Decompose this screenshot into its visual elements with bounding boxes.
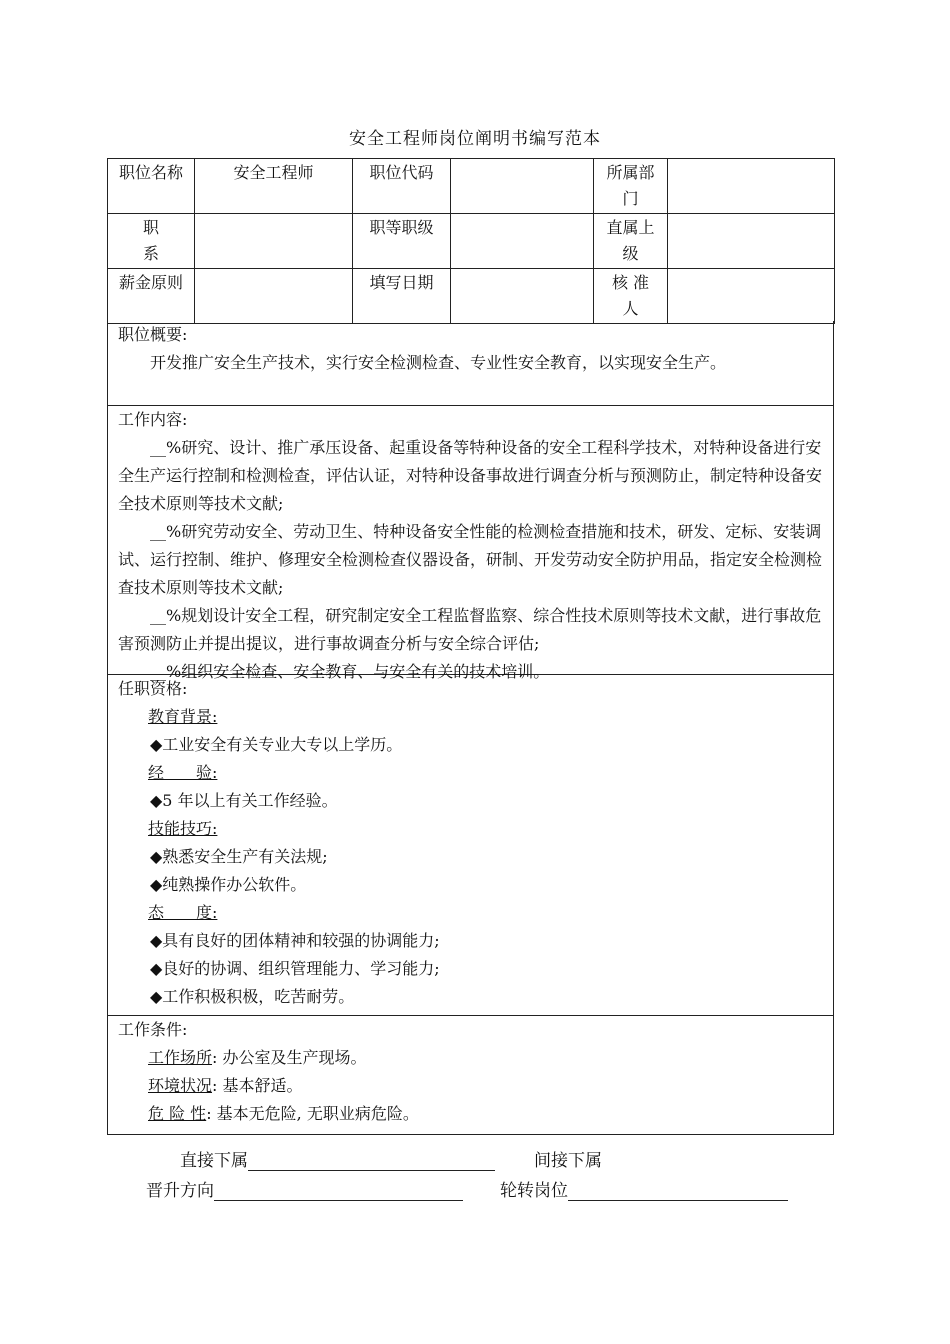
- fill-date-label: 填写日期: [353, 269, 451, 324]
- work-place-value: : 办公室及生产现场。: [212, 1048, 367, 1067]
- conditions-heading: 工作条件:: [118, 1020, 188, 1039]
- supervisor-label: 直属上级: [594, 214, 668, 269]
- list-item: __%规划设计安全工程，研究制定安全工程监督监察、综合性技术原则等技术文献，进行事故危害预测防止并提出提议，进行事故调查分析与安全综合评估;: [118, 606, 822, 653]
- work-content-heading: 工作内容:: [118, 410, 188, 429]
- rotation-row: [500, 1176, 788, 1201]
- job-info-table: [107, 158, 835, 324]
- direct-subordinate-row: [180, 1146, 495, 1171]
- risk-value: : 基本无危险, 无职业病危险。: [206, 1104, 419, 1123]
- position-code-value: [451, 159, 594, 214]
- promotion-label: 晋升方向: [146, 1181, 214, 1201]
- promotion-field[interactable]: [214, 1182, 463, 1201]
- salary-label: 薪金原则: [108, 269, 195, 324]
- approver-value: [668, 269, 835, 324]
- table-row: [108, 269, 835, 324]
- environment-value: : 基本舒适。: [212, 1076, 303, 1095]
- summary-heading: 职位概要:: [118, 325, 188, 344]
- list-item: __%研究劳动安全、劳动卫生、特种设备安全性能的检测检查措施和技术，研发、定标、安装调试、运行控制、维护、修理安全检测检查仪器设备，研制、开发劳动安全防护用品，指定安全检测检查技术原则等技术文献;: [118, 522, 823, 597]
- summary-section: [107, 321, 834, 406]
- grade-value: [451, 214, 594, 269]
- department-label: 所属部门: [594, 159, 668, 214]
- supervisor-value: [668, 214, 835, 269]
- conditions-section: [107, 1016, 834, 1135]
- list-item: ◆具有良好的团体精神和较强的协调能力;: [150, 931, 440, 950]
- list-item: ◆工业安全有关专业大专以上学历。: [150, 735, 403, 754]
- attitude-label: 态 度:: [148, 903, 218, 922]
- promotion-row: [146, 1176, 463, 1201]
- education-label: 教育背景:: [148, 707, 218, 726]
- job-family-value: [195, 214, 353, 269]
- work-content-section: [107, 406, 834, 681]
- position-name-label: 职位名称: [108, 159, 195, 214]
- list-item: ◆5 年以上有关工作经验。: [150, 791, 338, 810]
- list-item: ◆良好的协调、组织管理能力、学习能力;: [150, 959, 440, 978]
- document-title: 安全工程师岗位阐明书编写范本: [349, 129, 601, 149]
- risk-label: 危 险 性: [148, 1104, 207, 1123]
- rotation-label: 轮转岗位: [500, 1181, 568, 1201]
- direct-subordinate-field[interactable]: [248, 1152, 495, 1171]
- list-item: ◆工作积极积极，吃苦耐劳。: [150, 987, 355, 1006]
- grade-label: 职等职级: [353, 214, 451, 269]
- table-row: [108, 159, 835, 214]
- position-name-value: 安全工程师: [195, 159, 353, 214]
- work-place-row: [108, 1044, 833, 1072]
- list-item: __%研究、设计、推广承压设备、起重设备等特种设备的安全工程科学技术，对特种设备进行安全生产运行控制和检测检查，评估认证，对特种设备事故进行调查分析与预测防止，制定特种设备安全技术原则等技术文献;: [118, 438, 823, 513]
- indirect-subordinate-row: [534, 1146, 602, 1171]
- salary-value: [195, 269, 353, 324]
- indirect-subordinate-label: 间接下属: [534, 1151, 602, 1171]
- list-item: __%组织安全检查、安全教育、与安全有关的技术培训。: [150, 662, 550, 681]
- department-value: [668, 159, 835, 214]
- skills-label: 技能技巧:: [148, 819, 218, 838]
- work-place-label: 工作场所: [148, 1048, 213, 1067]
- table-row: [108, 214, 835, 269]
- rotation-field[interactable]: [568, 1182, 788, 1201]
- environment-row: [108, 1072, 833, 1100]
- summary-text: 开发推广安全生产技术，实行安全检测检查、专业性安全教育，以实现安全生产。: [150, 353, 727, 372]
- experience-label: 经 验:: [148, 763, 218, 782]
- qualifications-section: [107, 675, 834, 1016]
- approver-label: 核 准 人: [594, 269, 668, 324]
- list-item: ◆熟悉安全生产有关法规;: [150, 847, 328, 866]
- qualifications-heading: 任职资格:: [118, 679, 188, 698]
- position-code-label: 职位代码: [353, 159, 451, 214]
- direct-subordinate-label: 直接下属: [180, 1151, 248, 1171]
- environment-label: 环境状况: [148, 1076, 213, 1095]
- list-item: ◆纯熟操作办公软件。: [150, 875, 307, 894]
- fill-date-value: [451, 269, 594, 324]
- risk-row: [108, 1100, 833, 1128]
- job-family-label: 职 系: [108, 214, 195, 269]
